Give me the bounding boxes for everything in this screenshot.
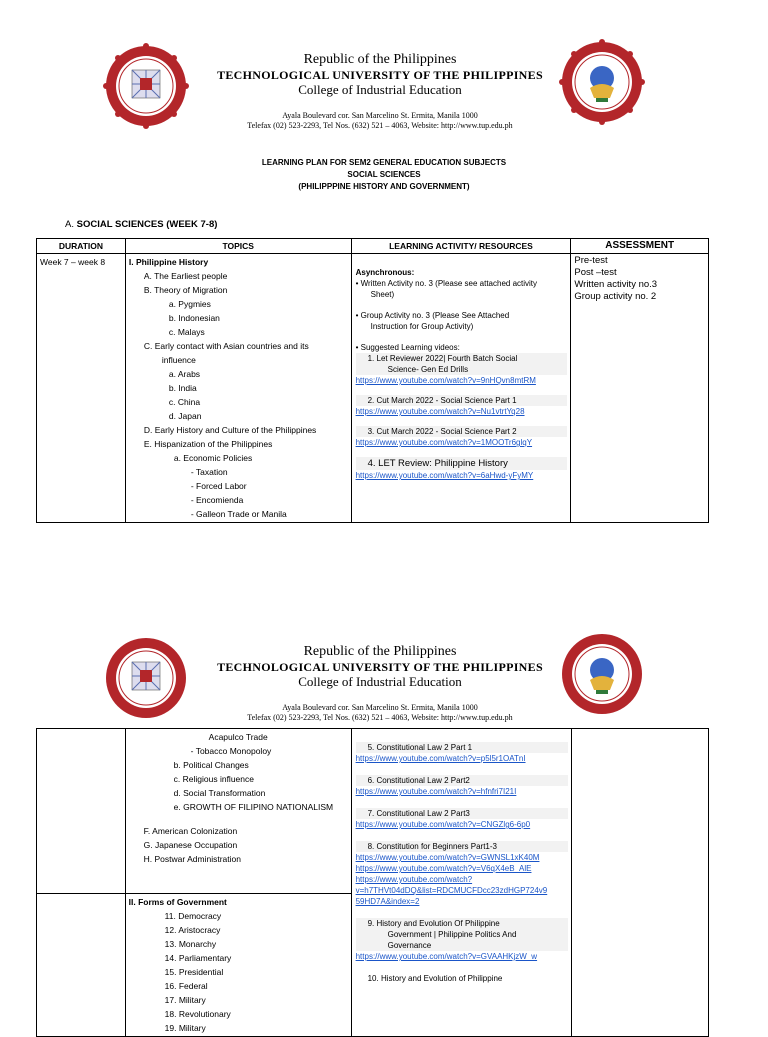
video-link[interactable]: https://www.youtube.com/watch?v=GVAAHKjzW_w — [355, 952, 538, 961]
page-2 — [0, 620, 768, 1033]
topic-item: c. China — [168, 397, 201, 407]
video-title: 8. Constitution for Beginners Part1-3 — [356, 841, 568, 852]
topic-item: a. Economic Policies — [173, 453, 253, 463]
topic-item: b. India — [168, 383, 197, 393]
video-link[interactable]: https://www.youtube.com/watch?v=p5l5r1OATnI — [355, 754, 526, 763]
college-seal-logo — [560, 632, 644, 716]
section-title: SOCIAL SCIENCES (WEEK 7-8) — [76, 219, 218, 230]
college-name: College of Industrial Education — [298, 82, 462, 97]
telefax-line: Telefax (02) 523-2293, Tel Nos. (632) 521 – 4063, Website: http://www.tup.edu.ph — [247, 121, 513, 130]
col-assessment: ASSESSMENT — [571, 239, 709, 254]
gov-item: 13. Monarchy — [164, 939, 217, 949]
topic-item: d. Social Transformation — [173, 788, 266, 798]
activity-item: • Written Activity no. 3 (Please see attached activity — [355, 279, 538, 288]
assessment-cell — [571, 729, 709, 1037]
activity-item: • Suggested Learning videos: — [355, 343, 460, 352]
topic-item: B. Theory of Migration — [143, 285, 228, 295]
video-link[interactable]: https://www.youtube.com/watch?v=GWNSL1xK40M — [355, 853, 540, 862]
video-link[interactable]: https://www.youtube.com/watch?v=CNGZlg6-6p0 — [355, 820, 531, 829]
video-title: Governance — [387, 941, 432, 950]
address-line: Ayala Boulevard cor. San Marcelino St. Ermita, Manila 1000 — [282, 703, 478, 712]
topic-item: - Taxation — [190, 467, 228, 477]
topic-item: a. Pygmies — [168, 299, 211, 309]
topics-cell — [125, 729, 351, 894]
topic-item: A. The Earliest people — [143, 271, 228, 281]
video-title: 4. LET Review: Philippine History — [356, 457, 568, 470]
topic-item: influence — [161, 355, 196, 365]
activity-item: Instruction for Group Activity) — [370, 322, 474, 331]
col-topics: TOPICS — [125, 239, 351, 254]
activities-cell — [351, 729, 571, 1037]
topic-item: C. Early contact with Asian countries and its — [143, 341, 309, 351]
section-prefix: A. — [65, 219, 74, 230]
video-link[interactable]: https://www.youtube.com/watch?v=hfnfri7I21I — [355, 787, 517, 796]
video-title: 9. History and Evolution Of Philippine — [367, 919, 500, 928]
topic-item: - Encomienda — [190, 495, 244, 505]
video-link[interactable]: https://www.youtube.com/watch?v=Nu1vtrtYq28 — [355, 407, 525, 416]
video-title: Science- Gen Ed Drills — [387, 365, 469, 374]
topic-item: F. American Colonization — [143, 826, 238, 836]
video-title: 10. History and Evolution of Philippine — [367, 974, 503, 983]
gov-item: 12. Aristocracy — [164, 925, 221, 935]
video-link[interactable]: https://www.youtube.com/watch?v=V6qX4eB_AlE — [355, 864, 532, 873]
topic-item: D. Early History and Culture of the Philippines — [143, 425, 317, 435]
letterhead — [0, 40, 768, 150]
doc-title-3: (PHILIPPPINE HISTORY AND GOVERNMENT) — [298, 182, 470, 191]
topics-cell — [125, 254, 351, 523]
government-cell — [125, 894, 351, 1037]
async-label: Asynchronous: — [355, 268, 415, 277]
col-activities: LEARNING ACTIVITY/ RESOURCES — [351, 239, 571, 254]
college-seal-logo — [560, 40, 644, 124]
assessment-item: Written activity no.3 — [574, 279, 658, 290]
activity-item: Sheet) — [370, 290, 395, 299]
learning-plan-table — [36, 238, 709, 523]
activity-item: • Group Activity no. 3 (Please See Attached — [355, 311, 510, 320]
duration-text: Week 7 – week 8 — [40, 257, 106, 267]
topic-item: b. Political Changes — [173, 760, 249, 770]
topic-item: G. Japanese Occupation — [143, 840, 238, 850]
video-title: Government | Philippine Politics And — [387, 930, 517, 939]
gov-item: 15. Presidential — [164, 967, 224, 977]
topic-item: a. Arabs — [168, 369, 201, 379]
video-title: 7. Constitutional Law 2 Part3 — [356, 808, 568, 819]
video-link[interactable]: https://www.youtube.com/watch?v=9nHQvn8mtRM — [355, 376, 536, 385]
duration-cell — [37, 894, 126, 1037]
gov-item: 19. Military — [164, 1023, 206, 1033]
college-name: College of Industrial Education — [298, 674, 462, 689]
duration-cell — [37, 254, 126, 523]
gov-item: 17. Military — [164, 995, 206, 1005]
assessment-item: Post –test — [574, 267, 617, 278]
letterhead-text — [190, 52, 570, 131]
doc-title-2: SOCIAL SCIENCES — [347, 170, 421, 179]
gov-title: II. Forms of Government — [128, 897, 227, 907]
video-title: 3. Cut March 2022 - Social Science Part 2 — [356, 426, 568, 437]
republic-line: Republic of the Philippines — [303, 644, 457, 659]
university-name: TECHNOLOGICAL UNIVERSITY OF THE PHILIPPINES — [217, 660, 543, 674]
table-header-row — [37, 239, 709, 254]
topic-item: - Tobacco Monopoloy — [190, 746, 272, 756]
topic-item: c. Religious influence — [173, 774, 254, 784]
topic-item: d. Japan — [168, 411, 202, 421]
gov-item: 18. Revolutionary — [164, 1009, 231, 1019]
gov-item: 11. Democracy — [164, 911, 222, 921]
topic-item: e. GROWTH OF FILIPINO NATIONALISM — [173, 802, 334, 812]
doc-title-1: LEARNING PLAN FOR SEM2 GENERAL EDUCATION SUBJECTS — [261, 158, 507, 167]
assessment-cell — [571, 254, 709, 523]
topic-item: H. Postwar Administration — [143, 854, 241, 864]
table-row — [37, 729, 709, 894]
gov-item: 14. Parliamentary — [164, 953, 232, 963]
letterhead-text — [190, 644, 570, 723]
video-link[interactable]: https://www.youtube.com/watch? — [355, 875, 473, 884]
video-link[interactable]: https://www.youtube.com/watch?v=1MOOTr6glqY — [355, 438, 533, 447]
topic-item: - Forced Labor — [190, 481, 247, 491]
topic-item: I. Philippine History — [128, 257, 209, 267]
university-name: TECHNOLOGICAL UNIVERSITY OF THE PHILIPPINES — [217, 68, 543, 82]
telefax-line: Telefax (02) 523-2293, Tel Nos. (632) 521 – 4063, Website: http://www.tup.edu.ph — [247, 713, 513, 722]
republic-line: Republic of the Philippines — [303, 52, 457, 67]
topic-item: b. Indonesian — [168, 313, 220, 323]
topic-item: E. Hispanization of the Philippines — [143, 439, 273, 449]
tup-seal-logo — [104, 636, 188, 720]
section-heading — [65, 219, 217, 230]
address-line: Ayala Boulevard cor. San Marcelino St. Ermita, Manila 1000 — [282, 111, 478, 120]
video-link[interactable]: 59HD7A&index=2 — [355, 897, 420, 906]
video-title: 6. Constitutional Law 2 Part2 — [356, 775, 568, 786]
gov-item: 16. Federal — [164, 981, 208, 991]
topic-item: c. Malays — [168, 327, 205, 337]
assessment-item: Pre-test — [574, 255, 608, 266]
letterhead — [0, 632, 768, 742]
video-title: 1. Let Reviewer 2022| Fourth Batch Social — [367, 354, 518, 363]
video-link[interactable]: v=h7THVt04dDQ&list=RDCMUCFDcc23zdHGP724v9 — [355, 886, 548, 895]
assessment-item: Group activity no. 2 — [574, 291, 657, 302]
table-row — [37, 254, 709, 523]
topic-item: - Galleon Trade or Manila — [190, 509, 287, 519]
video-title: 5. Constitutional Law 2 Part 1 — [356, 742, 568, 753]
video-title: 2. Cut March 2022 - Social Science Part 1 — [356, 395, 568, 406]
col-duration: DURATION — [37, 239, 126, 254]
learning-plan-table-continued — [36, 728, 709, 1037]
topic-item: Acapulco Trade — [208, 732, 268, 742]
activities-cell — [351, 254, 571, 523]
tup-seal-logo — [104, 44, 188, 128]
duration-cell — [37, 729, 126, 894]
video-link[interactable]: https://www.youtube.com/watch?v=6aHwd-yFyMY — [355, 471, 534, 480]
